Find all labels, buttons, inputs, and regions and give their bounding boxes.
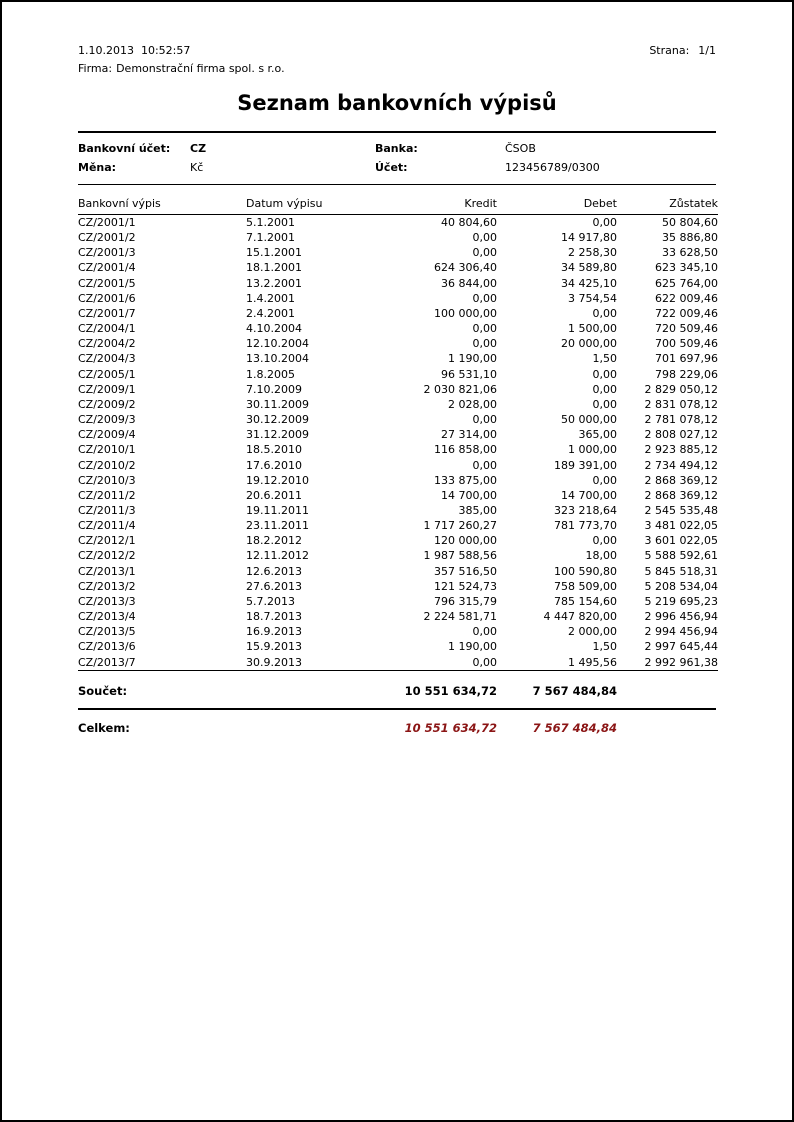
account-number-label: Účet: [375,161,408,174]
credit-cell: 0,00 [472,322,497,336]
debit-cell: 34 589,80 [561,261,617,275]
balance-cell: 2 994 456,94 [644,625,718,639]
statement-id-cell: CZ/2013/2 [78,579,136,593]
table-row [78,488,718,503]
credit-cell: 1 190,00 [448,352,497,366]
debit-cell: 0,00 [592,216,617,229]
table-row [78,579,718,594]
balance-cell: 3 481 022,05 [644,519,718,533]
balance-cell: 2 808 027,12 [644,428,718,442]
statement-id-cell: CZ/2013/4 [78,610,136,624]
statement-id-cell: CZ/2001/2 [78,231,136,245]
credit-cell: 2 028,00 [448,397,497,411]
statement-id-cell: CZ/2004/3 [78,352,136,366]
debit-cell: 323 218,64 [554,503,617,517]
debit-cell: 14 917,80 [561,231,617,245]
table-row [78,442,718,457]
balance-cell: 701 697,96 [655,352,718,366]
table-row [78,503,718,518]
balance-cell: 625 764,00 [655,276,718,290]
column-header-date: Datum výpisu [246,197,378,215]
balance-cell: 720 509,46 [655,322,718,336]
table-row [78,260,718,275]
statement-id-cell: CZ/2010/3 [78,473,136,487]
credit-cell: 0,00 [472,655,497,669]
statement-id-cell: CZ/2009/2 [78,397,136,411]
credit-cell: 14 700,00 [441,488,497,502]
balance-cell: 2 868 369,12 [644,473,718,487]
credit-cell: 133 875,00 [434,473,497,487]
statements-table [78,197,718,671]
statement-id-cell: CZ/2004/2 [78,337,136,351]
statement-date-cell: 16.9.2013 [246,625,302,639]
account-info-row-1 [78,139,716,158]
table-row [78,351,718,366]
credit-cell: 36 844,00 [441,276,497,290]
column-header-debit: Debet [497,197,617,215]
debit-cell: 0,00 [592,397,617,411]
page-number: 1/1 [698,44,716,57]
statement-date-cell: 12.11.2012 [246,549,309,563]
table-row [78,382,718,397]
statement-date-cell: 7.1.2001 [246,231,295,245]
debit-cell: 1 495,56 [568,655,617,669]
grand-total-label: Celkem: [78,720,130,735]
statements-table-head [78,197,718,215]
debit-cell: 785 154,60 [554,594,617,608]
statement-id-cell: CZ/2001/1 [78,216,136,229]
statement-id-cell: CZ/2013/6 [78,640,136,654]
statement-id-cell: CZ/2010/2 [78,458,136,472]
bank-label: Banka: [375,142,418,155]
company-name: Demonstrační firma spol. s r.o. [116,62,285,75]
grand-total-debit-value: 7 567 484,84 [532,720,617,735]
page-indicator [649,44,716,57]
table-row [78,458,718,473]
balance-cell: 5 845 518,31 [644,564,718,578]
statements-body [78,215,718,671]
statement-id-cell: CZ/2005/1 [78,367,136,381]
statement-id-cell: CZ/2001/4 [78,261,136,275]
statement-date-cell: 5.1.2001 [246,216,295,229]
table-row [78,594,718,609]
statement-id-cell: CZ/2001/7 [78,306,136,320]
table-row [78,245,718,260]
credit-cell: 2 030 821,06 [423,382,497,396]
statement-id-cell: CZ/2009/3 [78,413,136,427]
credit-cell: 0,00 [472,246,497,260]
statement-id-cell: CZ/2011/2 [78,488,136,502]
balance-cell: 33 628,50 [662,246,718,260]
statement-date-cell: 30.9.2013 [246,655,302,669]
column-header-statement: Bankovní výpis [78,197,246,215]
debit-cell: 0,00 [592,306,617,320]
report-datetime: 1.10.2013 10:52:57 [78,44,191,57]
credit-cell: 0,00 [472,291,497,305]
statement-id-cell: CZ/2001/3 [78,246,136,260]
balance-cell: 5 208 534,04 [644,579,718,593]
credit-cell: 0,00 [472,413,497,427]
balance-cell: 2 997 645,44 [644,640,718,654]
company-row [78,62,716,75]
debit-cell: 189 391,00 [554,458,617,472]
debit-cell: 34 425,10 [561,276,617,290]
statement-id-cell: CZ/2009/1 [78,382,136,396]
credit-cell: 1 717 260,27 [423,519,497,533]
debit-cell: 0,00 [592,367,617,381]
balance-cell: 2 545 535,48 [644,503,718,517]
table-row [78,655,718,671]
statement-date-cell: 30.11.2009 [246,397,309,411]
credit-cell: 0,00 [472,458,497,472]
debit-cell: 3 754,54 [568,291,617,305]
credit-cell: 100 000,00 [434,306,497,320]
statement-date-cell: 27.6.2013 [246,579,302,593]
sum-debit-value: 7 567 484,84 [532,683,617,698]
table-row [78,321,718,336]
credit-cell: 40 804,60 [441,216,497,229]
credit-cell: 0,00 [472,625,497,639]
table-row [78,609,718,624]
debit-cell: 2 258,30 [568,246,617,260]
balance-cell: 2 868 369,12 [644,488,718,502]
table-row [78,624,718,639]
statement-date-cell: 1.8.2005 [246,367,295,381]
currency-label: Měna: [78,161,117,174]
balance-cell: 700 509,46 [655,337,718,351]
balance-cell: 3 601 022,05 [644,534,718,548]
table-row [78,230,718,245]
balance-cell: 5 219 695,23 [644,594,718,608]
table-row [78,291,718,306]
balance-cell: 35 886,80 [662,231,718,245]
credit-cell: 0,00 [472,337,497,351]
header-row [78,197,718,215]
debit-cell: 0,00 [592,473,617,487]
table-row [78,336,718,351]
debit-cell: 14 700,00 [561,488,617,502]
balance-cell: 2 992 961,38 [644,655,718,669]
balance-cell: 623 345,10 [655,261,718,275]
statement-date-cell: 30.12.2009 [246,413,309,427]
statement-date-cell: 31.12.2009 [246,428,309,442]
table-row [78,473,718,488]
statement-id-cell: CZ/2004/1 [78,322,136,336]
debit-cell: 0,00 [592,534,617,548]
account-number-value: 123456789/0300 [505,161,600,174]
credit-cell: 0,00 [472,231,497,245]
table-row [78,533,718,548]
credit-cell: 96 531,10 [441,367,497,381]
debit-cell: 1 500,00 [568,322,617,336]
credit-cell: 1 190,00 [448,640,497,654]
report-title: Seznam bankovních výpisů [237,91,557,115]
debit-cell: 20 000,00 [561,337,617,351]
table-row [78,518,718,533]
statement-date-cell: 2.4.2001 [246,306,295,320]
statement-id-cell: CZ/2012/2 [78,549,136,563]
statement-date-cell: 7.10.2009 [246,382,302,396]
statement-date-cell: 18.2.2012 [246,534,302,548]
balance-cell: 622 009,46 [655,291,718,305]
statement-id-cell: CZ/2013/1 [78,564,136,578]
bank-value: ČSOB [505,142,536,155]
credit-cell: 121 524,73 [434,579,497,593]
report-meta-row [78,44,716,57]
statement-date-cell: 13.2.2001 [246,276,302,290]
statement-date-cell: 12.10.2004 [246,337,309,351]
debit-cell: 2 000,00 [568,625,617,639]
table-row [78,397,718,412]
table-row [78,548,718,563]
credit-cell: 624 306,40 [434,261,497,275]
credit-cell: 2 224 581,71 [423,610,497,624]
debit-cell: 1 000,00 [568,443,617,457]
credit-cell: 120 000,00 [434,534,497,548]
balance-cell: 50 804,60 [662,216,718,229]
column-header-balance: Zůstatek [617,197,718,215]
credit-cell: 116 858,00 [434,443,497,457]
grand-total-row [78,710,716,747]
credit-cell: 796 315,79 [434,594,497,608]
account-info-row-2 [78,158,716,177]
balance-cell: 2 829 050,12 [644,382,718,396]
sum-credit-value: 10 551 634,72 [404,683,497,698]
balance-cell: 2 781 078,12 [644,413,718,427]
currency-value: Kč [190,161,204,174]
balance-cell: 798 229,06 [655,367,718,381]
balance-cell: 2 734 494,12 [644,458,718,472]
debit-cell: 1,50 [592,352,617,366]
statement-id-cell: CZ/2013/7 [78,655,136,669]
debit-cell: 758 509,00 [554,579,617,593]
table-row [78,306,718,321]
statement-id-cell: CZ/2013/3 [78,594,136,608]
statement-date-cell: 4.10.2004 [246,322,302,336]
bank-account-value: CZ [190,142,207,155]
credit-cell: 1 987 588,56 [423,549,497,563]
statement-date-cell: 15.9.2013 [246,640,302,654]
debit-cell: 18,00 [585,549,617,563]
debit-cell: 0,00 [592,382,617,396]
table-row [78,367,718,382]
credit-cell: 385,00 [458,503,497,517]
grand-total-credit-value: 10 551 634,72 [404,720,497,735]
balance-cell: 2 996 456,94 [644,610,718,624]
balance-cell: 5 588 592,61 [644,549,718,563]
sum-row [78,671,716,710]
table-row [78,215,718,231]
balance-cell: 2 831 078,12 [644,397,718,411]
bank-account-label: Bankovní účet: [78,142,171,155]
table-row [78,564,718,579]
statement-id-cell: CZ/2013/5 [78,625,136,639]
statement-date-cell: 15.1.2001 [246,246,302,260]
balance-cell: 722 009,46 [655,306,718,320]
statement-id-cell: CZ/2012/1 [78,534,136,548]
page-label: Strana: [649,44,690,57]
debit-cell: 781 773,70 [554,519,617,533]
statement-date-cell: 17.6.2010 [246,458,302,472]
credit-cell: 27 314,00 [441,428,497,442]
statement-id-cell: CZ/2010/1 [78,443,136,457]
statement-id-cell: CZ/2011/4 [78,519,136,533]
statement-date-cell: 23.11.2011 [246,519,309,533]
debit-cell: 100 590,80 [554,564,617,578]
statement-date-cell: 5.7.2013 [246,594,295,608]
statement-date-cell: 20.6.2011 [246,488,302,502]
column-header-credit: Kredit [378,197,497,215]
statement-id-cell: CZ/2001/6 [78,291,136,305]
report-content [2,44,792,747]
table-row [78,276,718,291]
balance-cell: 2 923 885,12 [644,443,718,457]
statement-date-cell: 19.11.2011 [246,503,309,517]
statement-id-cell: CZ/2011/3 [78,503,136,517]
company-label: Firma: [78,62,113,75]
table-row [78,412,718,427]
statement-date-cell: 18.5.2010 [246,443,302,457]
account-info-block [78,131,716,185]
statement-id-cell: CZ/2001/5 [78,276,136,290]
debit-cell: 50 000,00 [561,413,617,427]
statement-date-cell: 18.7.2013 [246,610,302,624]
sum-label: Součet: [78,683,128,698]
statement-id-cell: CZ/2009/4 [78,428,136,442]
credit-cell: 357 516,50 [434,564,497,578]
table-row [78,639,718,654]
debit-cell: 4 447 820,00 [543,610,617,624]
statement-date-cell: 19.12.2010 [246,473,309,487]
statement-date-cell: 12.6.2013 [246,564,302,578]
statement-date-cell: 13.10.2004 [246,352,309,366]
statement-date-cell: 18.1.2001 [246,261,302,275]
statement-date-cell: 1.4.2001 [246,291,295,305]
debit-cell: 365,00 [578,428,617,442]
table-row [78,427,718,442]
debit-cell: 1,50 [592,640,617,654]
